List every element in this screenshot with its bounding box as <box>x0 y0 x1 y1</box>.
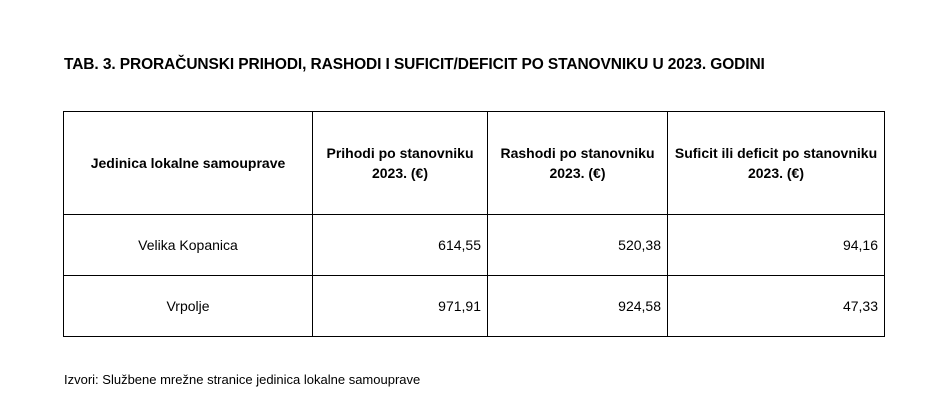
cell-unit: Vrpolje <box>64 276 313 337</box>
column-header-surplus: Suficit ili deficit po stanovniku 2023. (€) <box>668 112 885 215</box>
cell-expenditure: 520,38 <box>488 215 668 276</box>
header-row <box>64 112 885 215</box>
column-header-expenditure: Rashodi po stanovniku 2023. (€) <box>488 112 668 215</box>
cell-surplus: 47,33 <box>668 276 885 337</box>
cell-surplus: 94,16 <box>668 215 885 276</box>
source-note: Izvori: Službene mrežne stranice jedinica lokalne samouprave <box>64 372 421 387</box>
table-row <box>64 276 885 337</box>
column-header-unit: Jedinica lokalne samouprave <box>64 112 313 215</box>
cell-revenue: 614,55 <box>313 215 488 276</box>
table-row <box>64 215 885 276</box>
table-title: TAB. 3. PRORAČUNSKI PRIHODI, RASHODI I SUFICIT/DEFICIT PO STANOVNIKU U 2023. GODINI <box>64 56 765 73</box>
cell-expenditure: 924,58 <box>488 276 668 337</box>
cell-unit: Velika Kopanica <box>64 215 313 276</box>
data-table <box>63 111 885 337</box>
column-header-revenue: Prihodi po stanovniku 2023. (€) <box>313 112 488 215</box>
cell-revenue: 971,91 <box>313 276 488 337</box>
